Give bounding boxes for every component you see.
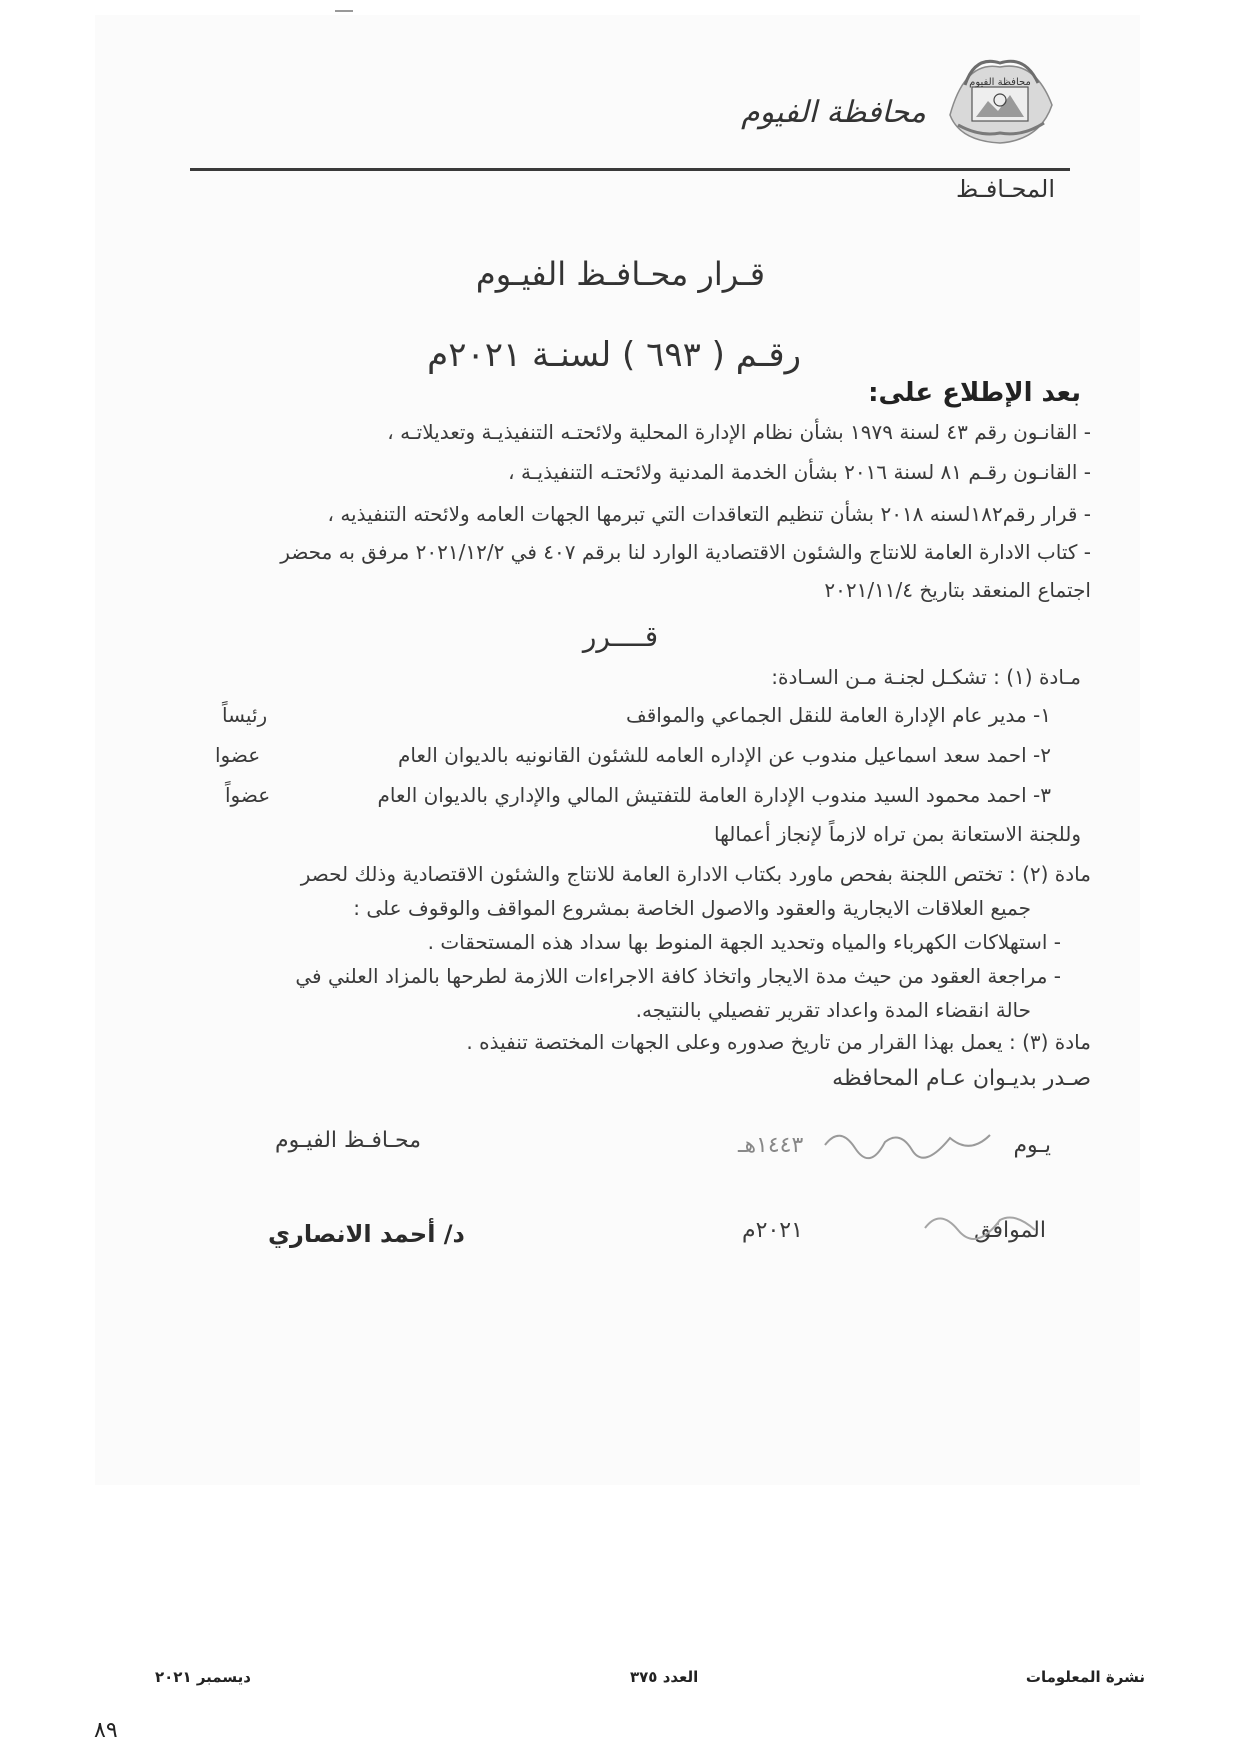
article-3: مادة (٣) : يعمل بهذا القرار من تاريخ صدوره وعلى الجهات المختصة تنفيذه . — [466, 1030, 1091, 1054]
member-role: عضوا — [215, 743, 261, 767]
corresponding-label: الموافق — [974, 1218, 1046, 1243]
decides-heading: قــــرر — [582, 620, 659, 653]
handwritten-gregorian-scribble — [920, 1200, 1040, 1245]
member-line: ٢- احمد سعد اسماعيل مندوب عن الإداره العامه للشئون القانونيه بالديوان العام — [397, 743, 1051, 767]
after-review-heading: بعد الإطلاع على: — [868, 378, 1081, 408]
scan-mark — [335, 10, 353, 12]
header-rule — [190, 168, 1070, 171]
decision-number: رقـم ( ٦٩٣ ) لسنـة ٢٠٢١م — [427, 335, 801, 375]
gregorian-year: ٢٠٢١م — [742, 1218, 803, 1243]
governorate-logo — [940, 45, 1060, 155]
committee-note: وللجنة الاستعانة بمن تراه لازماً لإنجاز أعمالها — [713, 822, 1081, 846]
decision-title: قـرار محـافـظ الفيـوم — [475, 255, 766, 293]
article-2-line: - استهلاكات الكهرباء والمياه وتحديد الجهة المنوط بها سداد هذه المستحقات . — [427, 930, 1061, 954]
day-label: يـوم — [1013, 1133, 1051, 1158]
svg-text:محافظة الفيوم: محافظة الفيوم — [969, 77, 1031, 88]
footer-issue: العدد ٣٧٥ — [630, 1668, 699, 1686]
article-2-line: حالة انقضاء المدة واعداد تقرير تفصيلي بالنتيجه. — [635, 998, 1031, 1022]
handwritten-date-scribble — [820, 1120, 1000, 1165]
governor-title: محـافـظ الفيـوم — [275, 1128, 421, 1153]
reference-line: - القانـون رقـم ٨١ لسنة ٢٠١٦ بشأن الخدمة المدنية ولائحتـه التنفيذيـة ، — [508, 460, 1091, 484]
footer-publication: نشرة المعلومات — [1025, 1668, 1145, 1686]
page-number: ٨٩ — [94, 1718, 118, 1743]
article-1-intro: مـادة (١) : تشكـل لجنـة مـن السـادة: — [771, 665, 1081, 689]
article-2-line: جميع العلاقات الايجارية والعقود والاصول الخاصة بمشروع المواقف والوقوف على : — [353, 896, 1031, 920]
member-line: ٣- احمد محمود السيد مندوب الإدارة العامة للتفتيش المالي والإداري بالديوان العام — [377, 783, 1051, 807]
governorate-name: محافظة الفيوم — [741, 95, 926, 130]
reference-line: - قرار رقم١٨٢لسنه ٢٠١٨ بشأن تنظيم التعاقدات التي تبرمها الجهات العامه ولائحته التنفيذيه ، — [327, 502, 1091, 526]
member-role: عضواً — [225, 783, 271, 807]
reference-line: اجتماع المنعقد بتاريخ ٢٠٢١/١١/٤ — [824, 578, 1091, 602]
article-2-line: - مراجعة العقود من حيث مدة الايجار واتخاذ كافة الاجراءات اللازمة لطرحها بالمزاد العلني في — [295, 964, 1061, 988]
member-line: ١- مدير عام الإدارة العامة للنقل الجماعي والمواقف — [626, 703, 1051, 727]
office-label: المحـافـظ — [956, 175, 1055, 203]
reference-line: - كتاب الادارة العامة للانتاج والشئون الاقتصادية الوارد لنا برقم ٤٠٧ في ٢٠٢١/١٢/٢ مرفق به محضر — [280, 540, 1091, 564]
hijri-year: ١٤٤٣هـ — [738, 1133, 804, 1158]
governor-name: د/ أحمد الانصاري — [268, 1220, 465, 1248]
footer-date: ديسمبر ٢٠٢١ — [155, 1668, 251, 1686]
reference-line: - القانـون رقم ٤٣ لسنة ١٩٧٩ بشأن نظام الإدارة المحلية ولائحتـه التنفيذيـة وتعديلاتـه ، — [387, 420, 1091, 444]
article-2-line: مادة (٢) : تختص اللجنة بفحص ماورد بكتاب الادارة العامة للانتاج والشئون الاقتصادية وذلك لحصر — [300, 862, 1091, 886]
issued-at: صـدر بديـوان عـام المحافظه — [832, 1066, 1091, 1091]
member-role: رئيساً — [222, 703, 268, 727]
